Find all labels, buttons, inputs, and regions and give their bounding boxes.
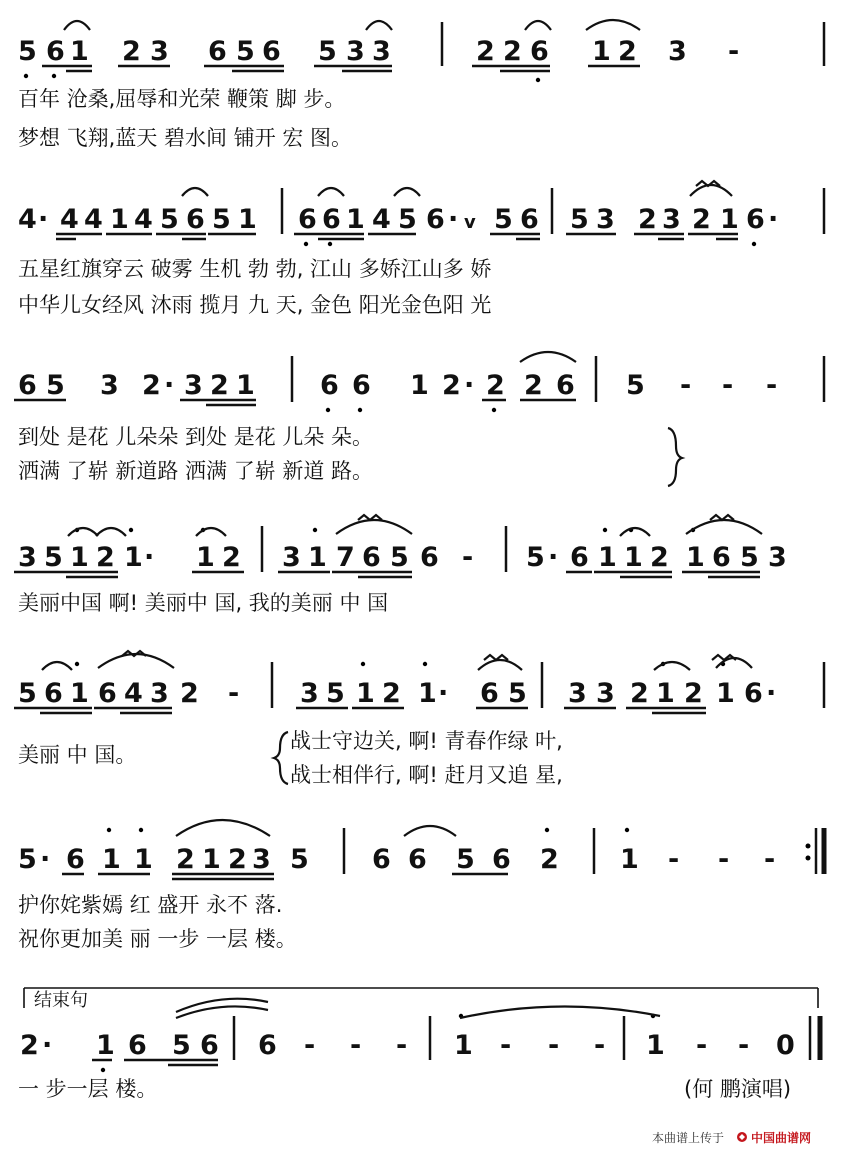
lyrics-row-3-verse-1: 到处 是花 儿朵朵 到处 是花 儿朵 朵。 (18, 425, 374, 449)
row-7-ending (18, 988, 820, 1101)
site-footer (652, 1130, 811, 1145)
octave-dots (75, 528, 695, 532)
underlines (62, 874, 508, 879)
slurs (176, 999, 660, 1018)
singer-credit: (何 鹏演唱) (684, 1077, 792, 1101)
notes-row-5: 5 6 1 6 4 3 2 - 3 5 1 2 1· 6 5 3 3 2 1 2 1 6 · (18, 678, 777, 709)
underlines (92, 1060, 218, 1065)
lyrics-row-5-verse-1: 战士守边关, 啊! 青春作绿 叶, (290, 729, 563, 753)
site-name: 中国曲谱网 (751, 1131, 812, 1145)
row-1 (18, 20, 824, 150)
lyrics-row-6-verse-1: 护你姹紫嫣 红 盛开 永不 落. (18, 893, 283, 917)
site-logo-icon (737, 1132, 747, 1142)
lyrics-row-1-verse-1: 百年 沧桑,屈辱和光荣 鞭策 脚 步。 (18, 87, 346, 111)
lyrics-row-7: 一 步一层 楼。 (18, 1077, 158, 1101)
verse-bracket (274, 732, 288, 784)
underlines (56, 234, 738, 239)
octave-dots (24, 74, 540, 82)
row-2 (18, 181, 824, 317)
notes-row-7: 2 · 1 6 5 6 6 - - - 1 - - - 1 - - 0 (20, 1030, 795, 1061)
octave-dots (326, 408, 496, 412)
notes-row-6: 5 · 6 1 1 2 1 2 3 5 6 6 5 6 2 1 - - - (18, 844, 776, 875)
slurs (520, 352, 576, 362)
row-5 (14, 651, 824, 787)
ending-label: 结束句 (34, 990, 88, 1011)
upload-note: 本曲谱上传于 (652, 1131, 725, 1145)
slurs (182, 181, 732, 196)
notes-row-4: 3 5 1 2 1· 1 2 3 1 7 6 5 6 - 5 · 6 1 1 2 1 6 5 3 (18, 542, 787, 573)
slurs (42, 651, 752, 670)
underlines (14, 400, 576, 405)
notes-row-3: 6 5 3 2 · 3 2 1 6 6 1 2 · 2 2 6 5 - - - (18, 370, 778, 401)
notes-row-1: 5 6 1 2 3 6 5 6 5 3 3 2 2 6 1 2 3 - (18, 36, 740, 67)
lyrics-row-6-verse-2: 祝你更加美 丽 一步 一层 楼。 (18, 927, 297, 951)
lyrics-row-4: 美丽中国 啊! 美丽中 国, 我的美丽 中 国 (18, 591, 389, 615)
lyrics-row-5-verse-2: 战士相伴行, 啊! 赶月又追 星, (290, 763, 563, 787)
lyrics-row-3-verse-2: 洒满 了崭 新道路 洒满 了崭 新道 路。 (18, 459, 374, 483)
slurs (68, 515, 762, 536)
lyrics-row-5-ending: 美丽 中 国。 (18, 743, 137, 767)
octave-dots (304, 242, 756, 246)
verse-bracket (668, 428, 682, 486)
notes-row-2: 4· 4 4 1 4 5 6 5 1 6 6 1 4 5 6 · v 5 6 5 3 2 3 2 1 6 · (18, 204, 779, 235)
row-6 (18, 820, 824, 951)
lyrics-row-2-verse-2: 中华儿女经风 沐雨 揽月 九 天, 金色 阳光金色阳 光 (18, 293, 492, 317)
slurs (64, 20, 640, 30)
final-barline (810, 1016, 820, 1060)
lyrics-row-2-verse-1: 五星红旗穿云 破雾 生机 勃 勃, 江山 多娇江山多 娇 (18, 257, 492, 281)
repeat-end-sign (806, 828, 825, 874)
underlines (14, 708, 706, 713)
lyrics-row-1-verse-2: 梦想 飞翔,蓝天 碧水间 铺开 宏 图。 (18, 126, 353, 150)
row-3 (14, 352, 824, 486)
slurs (176, 820, 456, 836)
row-4 (14, 515, 787, 615)
